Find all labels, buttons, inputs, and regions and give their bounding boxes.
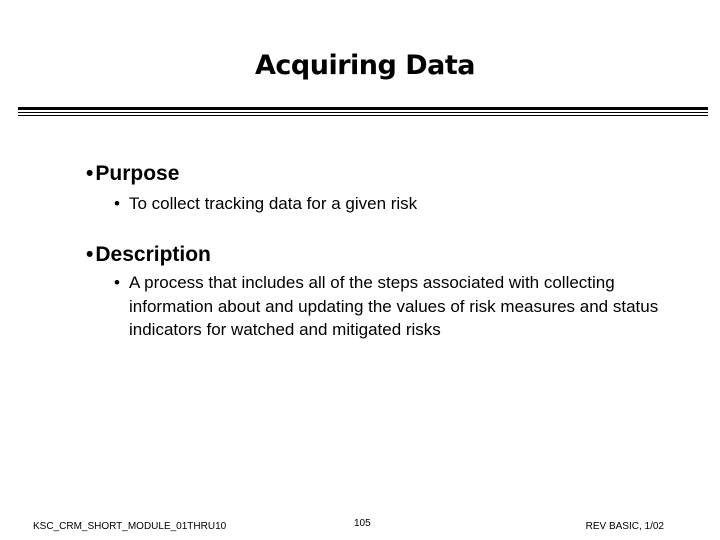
- slide-title: Acquiring Data: [255, 50, 475, 81]
- section-heading-description: [86, 243, 211, 267]
- bullet-item-text: A process that includes all of the steps associated with collecting information about and updating the values of risk measures and status indicators for watched and mitigated risks: [129, 273, 659, 339]
- footer-module-id: KSC_CRM_SHORT_MODULE_01THRU10: [33, 521, 227, 532]
- section-heading-text: Purpose: [95, 162, 180, 185]
- title-divider-thick: [18, 107, 708, 110]
- title-divider-thin-1: [18, 112, 708, 113]
- sub-bullet-icon: •: [114, 273, 120, 292]
- section-heading-text: Description: [95, 243, 211, 266]
- sub-bullet-icon: •: [114, 194, 120, 213]
- title-divider-thin-2: [18, 115, 708, 116]
- footer-page-number: 105: [354, 518, 371, 529]
- section-heading-purpose: [86, 162, 179, 186]
- bullet-icon: •: [86, 243, 94, 266]
- bullet-item-purpose: [114, 192, 534, 216]
- bullet-item-description: [114, 271, 674, 342]
- bullet-icon: •: [86, 162, 94, 185]
- bullet-item-text: To collect tracking data for a given risk: [129, 194, 418, 213]
- footer-revision: REV BASIC, 1/02: [585, 521, 664, 532]
